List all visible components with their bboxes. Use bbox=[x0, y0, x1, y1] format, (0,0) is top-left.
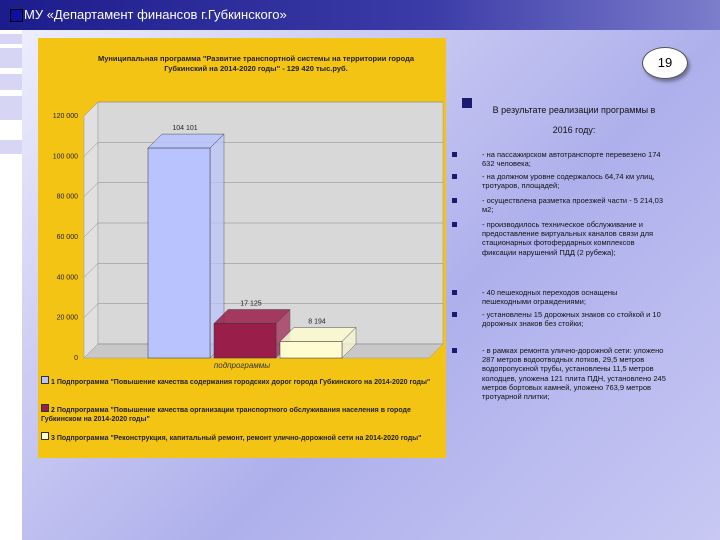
chart-title: Муниципальная программа "Развитие транспортной системы на территории города Губкинский на 2014-2020 годы" - 129 420 тыс.руб. bbox=[97, 54, 415, 73]
bar bbox=[280, 341, 342, 358]
bullet-icon bbox=[452, 198, 457, 203]
bullet-icon bbox=[452, 174, 457, 179]
bullet-icon bbox=[452, 348, 457, 353]
y-tick-label: 100 000 bbox=[52, 153, 78, 161]
decor-cell bbox=[0, 96, 22, 120]
bar-chart bbox=[38, 80, 446, 380]
y-tick-label: 0 bbox=[74, 355, 78, 362]
x-axis-label: подпрограммы bbox=[213, 361, 271, 370]
legend-swatch-2 bbox=[41, 404, 49, 412]
legend-swatch-1 bbox=[41, 376, 49, 384]
decor-cell bbox=[0, 74, 22, 90]
y-tick-label: 80 000 bbox=[56, 193, 78, 201]
slide-number-badge: 19 bbox=[642, 47, 688, 79]
y-tick-label: 120 000 bbox=[52, 113, 78, 120]
intro-bullet-icon bbox=[462, 98, 472, 108]
header-bar bbox=[0, 0, 720, 30]
y-tick-label: 20 000 bbox=[56, 314, 78, 322]
bullet-icon bbox=[452, 312, 457, 317]
bar bbox=[214, 323, 276, 358]
bullet-icon bbox=[452, 290, 457, 295]
page-title: МУ «Департамент финансов г.Губкинского» bbox=[24, 7, 287, 22]
data-label: 17 125 bbox=[240, 300, 262, 308]
legend-item-3: 3 Подпрограмма "Реконструкция, капитальный ремонт, ремонт улично-дорожной сети на 2014-2020 годы" bbox=[41, 432, 439, 444]
data-label: 8 194 bbox=[308, 318, 326, 326]
decor-cell bbox=[0, 48, 22, 68]
bullet-icon bbox=[452, 152, 457, 157]
legend-item-2: 2 Подпрограмма "Повышение качества организации транспортного обслуживания населения в городе Губкинском на 2014-2020 годы" bbox=[41, 404, 439, 424]
left-decor-strip bbox=[0, 30, 22, 540]
data-label: 104 101 bbox=[172, 125, 198, 133]
legend-item-1: 1 Подпрограмма "Повышение качества содержания городских дорог города Губкинского на 2014-2020 годы" bbox=[41, 376, 439, 388]
bullet-icon bbox=[452, 222, 457, 227]
decor-cell bbox=[0, 34, 22, 44]
legend-swatch-3 bbox=[41, 432, 49, 440]
header-square-icon bbox=[10, 9, 23, 22]
bar bbox=[148, 148, 210, 358]
y-tick-label: 40 000 bbox=[56, 274, 78, 282]
results-intro: В результате реализации программы в 2016 году: bbox=[492, 105, 656, 135]
decor-cell bbox=[0, 140, 22, 154]
y-tick-label: 60 000 bbox=[56, 234, 78, 241]
